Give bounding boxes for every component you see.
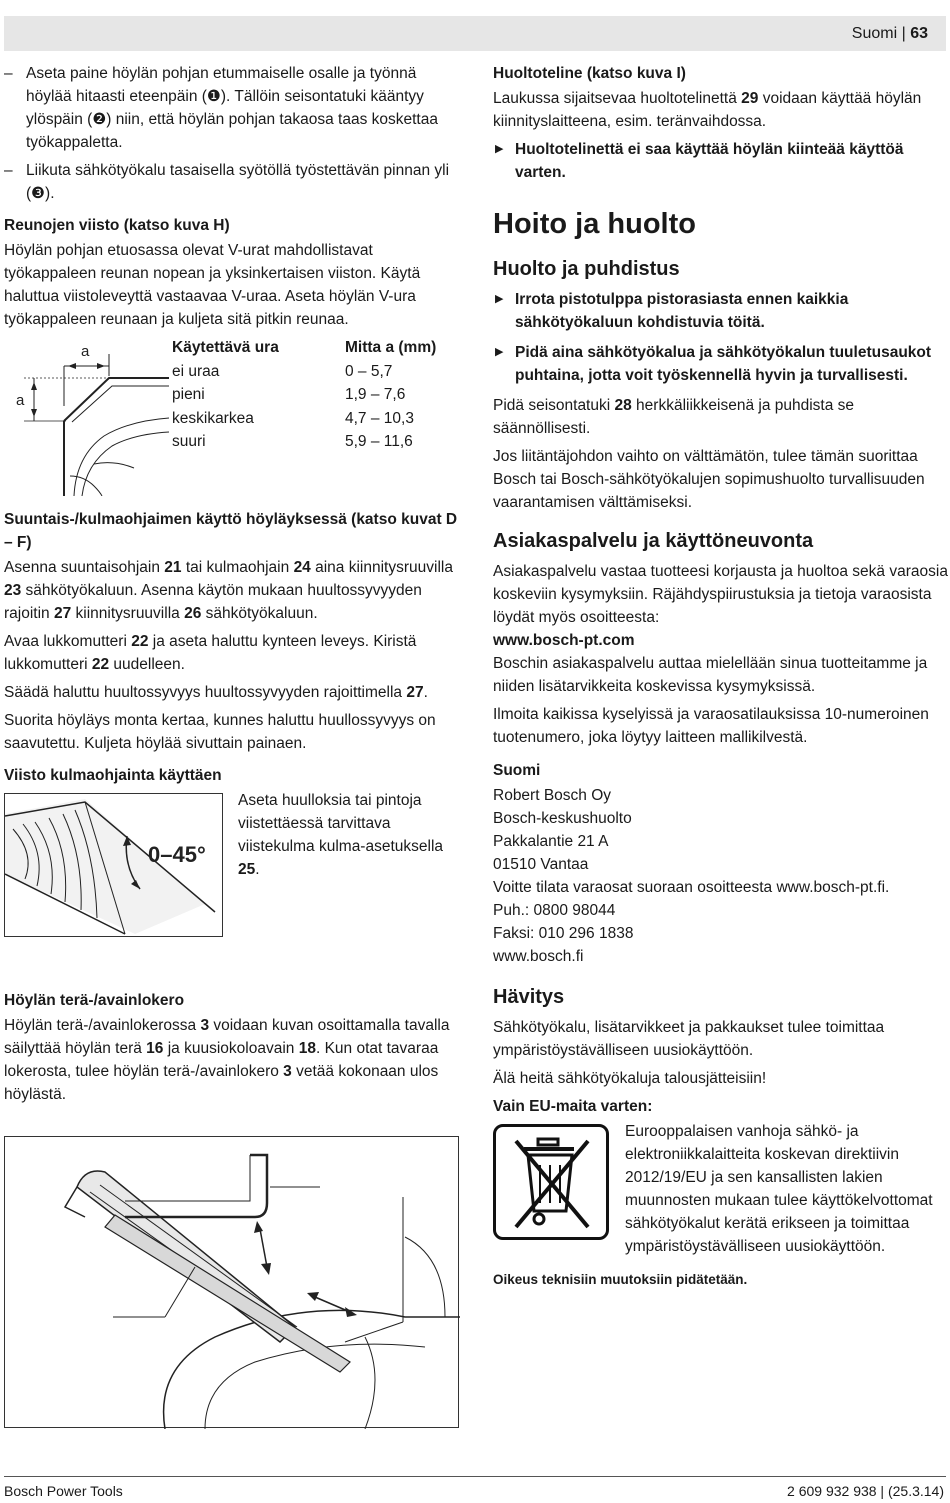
website-link[interactable]: www.bosch-pt.com: [493, 632, 635, 649]
header-separator: |: [901, 25, 906, 42]
address-line: Voitte tilata varaosat suoraan osoitteesta www.bosch-pt.fi.: [493, 879, 890, 896]
warning-item: ▶ Huoltotelinettä ei saa käyttää höylän kiinteää käyttöä varten.: [493, 138, 948, 184]
v-groove-illustration: [4, 336, 169, 496]
section-title-angle: Viisto kulmaohjainta käyttäen: [4, 767, 222, 784]
customer-service-paragraph: Boschin asiakaspalvelu auttaa mielellään sinua tuotteitamme ja niiden lisätarvikkeita koskevissa kysymyksissä.: [493, 655, 928, 695]
section-title-compartment: Höylän terä-/avainlokero: [4, 992, 185, 1009]
section-title-maintenance: Huolto ja puhdistus: [493, 258, 680, 280]
service-stand-text: Laukussa sijaitsevaa huoltotelinettä 29 voidaan käyttää höylän kiinnityslaitteena, esim. teränvaihdossa.: [493, 90, 922, 130]
address-line: Robert Bosch Oy: [493, 787, 612, 804]
bullet-item: – Aseta paine höylän pohjan etummaiselle osalle ja työnnä höylää hitaasti eteenpäin (❶). Tällöin seisontatuki kääntyy ylöspäin (❷) niin, että höylän pohjan takaosa taas koskettaa työkappaletta.: [4, 62, 459, 154]
maintenance-paragraph: Jos liitäntäjohdon vaihto on välttämätön, tulee tämän suorittaa Bosch tai Bosch-sähkötyökalujen sopimushuolto turvallisuuden vaarantamisen välttämiseksi.: [493, 448, 925, 511]
table-header-cell: Käytettävä ura: [172, 339, 279, 356]
section-title-guide: Suuntais-/kulmaohjaimen käyttö höyläyksessä (katso kuvat D – F): [4, 511, 458, 551]
table-row: [172, 407, 465, 431]
guide-paragraph: Avaa lukkomutteri 22 ja aseta haluttu kynteen leveys. Kiristä lukkomutteri 22 uudelleen.: [4, 633, 417, 673]
table-cell: suuri: [172, 433, 206, 450]
footer-document-number: 2 609 932 938 | (25.3.14): [787, 1483, 944, 1499]
table-cell: pieni: [172, 386, 205, 403]
dimension-label-side: a: [16, 392, 25, 409]
footer-divider: [4, 1476, 946, 1477]
main-section-title: Hoito ja huolto: [493, 208, 696, 240]
compartment-text: Höylän terä-/avainlokerossa 3 voidaan kuvan osoittamalla tavalla säilyttää höylän terä 16 ja kuusiokoloavain 18. Kun otat tavaraa lokerosta, tulee höylän terä-/avainlokero 3 vetää kokonaan ulos höylästä.: [4, 1017, 450, 1103]
crossed-bin-icon: [496, 1127, 606, 1237]
address-line: Pakkalantie 21 A: [493, 833, 609, 850]
angle-label: 0–45°: [148, 842, 206, 867]
section-title-customer-service: Asiakaspalvelu ja käyttöneuvonta: [493, 530, 814, 552]
guide-paragraph: Suorita höyläys monta kertaa, kunnes haluttu huullossyvyys on saavutettu. Kuljeta höylää sivuttain painaen.: [4, 712, 436, 752]
table-cell: keskikarkea: [172, 409, 254, 427]
customer-service-paragraph: Ilmoita kaikissa kyselyissä ja varaosatilauksissa 10-numeroinen tuotenumero, joka löytyy laitteen mallikilvestä.: [493, 706, 929, 746]
address-line: Puh.: 0800 98044: [493, 902, 616, 919]
disposal-paragraph: Älä heitä sähkötyökaluja talousjätteisiin!: [493, 1070, 767, 1087]
header-language: Suomi: [851, 25, 898, 42]
customer-service-paragraph: Asiakaspalvelu vastaa tuotteesi korjausta ja huoltoa sekä varaosia koskeviin kysymyksiin. Räjähdyspiirustuksia ja tietoja varaosista löydät myös osoitteesta:: [493, 563, 948, 626]
address-line: Bosch-keskushuolto: [493, 810, 632, 827]
page-header: [4, 16, 946, 51]
guide-paragraph: Säädä haluttu huultossyvyys huultossyvyyden rajoittimella 27.: [4, 684, 428, 701]
bevel-figure-table: [4, 336, 459, 496]
left-column: [4, 62, 459, 1111]
right-column: [493, 62, 948, 1291]
angle-figure: [4, 793, 223, 937]
table-row: [172, 360, 465, 384]
weee-symbol-frame: [493, 1124, 609, 1240]
table-row: [172, 383, 465, 407]
table-cell: 4,7 – 10,3: [345, 409, 414, 427]
table-cell: ei uraa: [172, 362, 220, 380]
compartment-figure: [4, 1136, 459, 1428]
table-header-cell: Mitta a (mm): [345, 339, 437, 356]
table-cell: 0 – 5,7: [345, 362, 393, 380]
section-title-service-stand: Huoltoteline (katso kuva I): [493, 65, 686, 82]
groove-table: [172, 336, 465, 454]
address-line: Faksi: 010 296 1838: [493, 925, 634, 942]
address-line[interactable]: www.bosch.fi: [493, 948, 584, 965]
section-title-disposal: Hävitys: [493, 986, 565, 1008]
section-title-bevel: Reunojen viisto (katso kuva H): [4, 217, 230, 234]
table-cell: 5,9 – 11,6: [345, 433, 413, 450]
angle-figure-block: [4, 789, 459, 939]
table-cell: 1,9 – 7,6: [345, 386, 406, 403]
weee-block: [493, 1120, 948, 1262]
bevel-text: Höylän pohjan etuosassa olevat V-urat mahdollistavat työkappaleen reunan nopean ja yksinkertaisen viiston. Käytä haluttua viistoleveyttä vastaavaa V-uraa. Aseta höylän V-ura työkappaleen reunaan ja kuljeta sitä pitkin reunaa.: [4, 242, 421, 328]
disposal-paragraph: Sähkötyökalu, lisätarvikkeet ja pakkaukset tulee toimittaa ympäristöystävälliseen uusiokäyttöön.: [493, 1019, 885, 1059]
footer-brand: Bosch Power Tools: [4, 1483, 123, 1499]
header-page-info: [852, 22, 928, 45]
maintenance-paragraph: Pidä seisontatuki 28 herkkäliikkeisenä ja puhdista se säännöllisesti.: [493, 397, 855, 437]
eu-title: Vain EU-maita varten:: [493, 1098, 653, 1115]
angle-text: Aseta huulloksia tai pintoja viistettäessä tarvittava viistekulma kulma-asetuksella 25.: [238, 792, 444, 878]
angle-guide-illustration: [5, 794, 224, 938]
legal-note: Oikeus teknisiin muutoksiin pidätetään.: [493, 1272, 748, 1287]
weee-text: Eurooppalaisen vanhoja sähkö- ja elektroniikkalaitteita koskevan direktiivin 2012/19/EU ja sen kansallisten lakien muunnosten mukaan tulee käyttökelvottomat sähkötyökalut kerätä erikseen ja toimittaa ympäristöystävälliseen uusiokäyttöön.: [625, 1123, 933, 1255]
table-row: [172, 430, 465, 454]
address-line: 01510 Vantaa: [493, 856, 589, 873]
guide-paragraph: Asenna suuntaisohjain 21 tai kulmaohjain 24 aina kiinnitysruuvilla 23 sähkötyökaluun. Asenna käytön mukaan huultossyvyyden rajoitin 27 kiinnitysruuvilla 26 sähkötyökaluun.: [4, 559, 453, 622]
address-block: [493, 784, 948, 968]
dimension-label-top: a: [81, 343, 90, 360]
warning-item: ▶ Irrota pistotulppa pistorasiasta ennen kaikkia sähkötyökaluun kohdistuvia töitä.: [493, 288, 948, 334]
address-title: Suomi: [493, 762, 541, 779]
table-header-row: [172, 336, 465, 360]
bullet-item: – Liikuta sähkötyökalu tasaisella syötöllä työstettävän pinnan yli (❸).: [4, 159, 459, 205]
warning-item: ▶ Pidä aina sähkötyökalua ja sähkötyökalun tuuletusaukot puhtaina, jotta voit työskennellä hyvin ja turvallisesti.: [493, 341, 948, 387]
planer-compartment-illustration: [5, 1137, 460, 1429]
page-number: 63: [910, 25, 928, 42]
